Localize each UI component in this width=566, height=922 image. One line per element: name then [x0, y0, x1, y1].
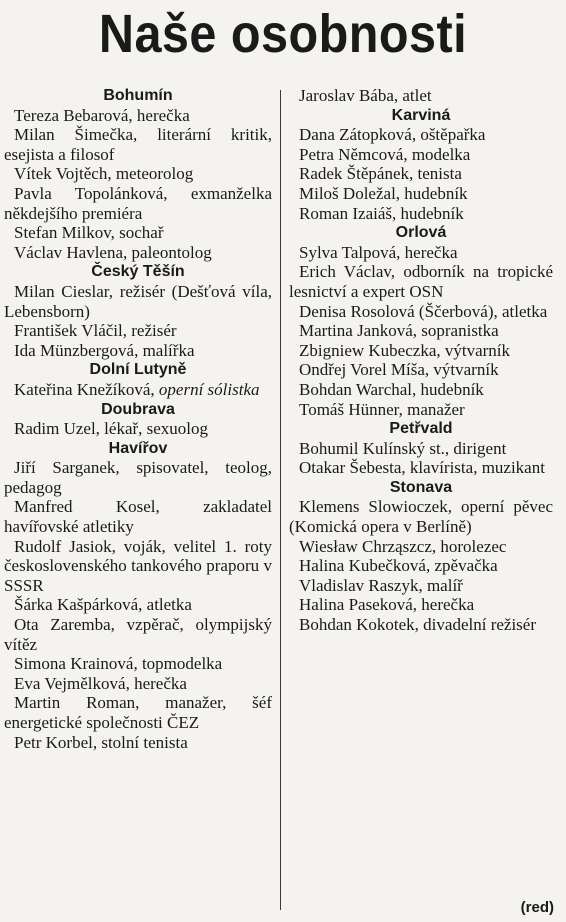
person-entry: Radim Uzel, lékař, sexuolog	[14, 419, 209, 439]
person-entry: Klemens Slowioczek, operní pěvec (Komická opera v Berlíně)	[289, 497, 553, 537]
person-entry: Martin Roman, manažer, šéf energetické společnosti ČEZ	[4, 693, 272, 732]
town-heading: Petřvald	[389, 420, 453, 438]
person-entry: Jaroslav Bába, atlet	[299, 86, 432, 105]
town-heading: Dolní Lutyně	[89, 361, 187, 379]
right-column	[289, 86, 553, 635]
person-entry: Radek Štěpánek, tenista	[299, 164, 462, 184]
column-divider	[280, 90, 281, 910]
person-entry: Wiesław Chrząszcz, horolezec	[299, 536, 507, 556]
person-entry: Simona Krainová, topmodelka	[14, 654, 223, 674]
town-heading: Havířov	[108, 439, 168, 457]
person-entry: Šárka Kašpárková, atletka	[14, 595, 192, 615]
page-title: Naše osobnosti	[98, 4, 468, 64]
person-entry: Halina Kubečková, zpěvačka	[299, 556, 498, 576]
town-heading: Karviná	[391, 106, 451, 124]
person-entry: Halina Paseková, herečka	[299, 595, 475, 615]
person-entry: Manfred Kosel, zakladatel havířovské atletiky	[4, 497, 272, 537]
person-entry: Ota Zaremba, vzpěrač, olympijský vítěz	[4, 615, 272, 654]
town-heading: Doubrava	[101, 400, 175, 418]
person-entry: Sylva Talpová, herečka	[299, 242, 458, 262]
person-entry: Erich Václav, odborník na tropické lesnictví a expert OSN	[289, 262, 553, 301]
person-entry: Stefan Milkov, sochař	[14, 223, 164, 243]
person-entry: Ida Münzbergová, malířka	[14, 340, 195, 360]
person-entry: Ondřej Vorel Míša, výtvarník	[299, 360, 499, 380]
person-entry: Eva Vejmělková, herečka	[14, 673, 187, 693]
person-entry: Bohumil Kulínský st., dirigent	[299, 438, 507, 458]
person-entry: Petr Korbel, stolní tenista	[14, 732, 188, 752]
person-entry: Bohdan Warchal, hudebník	[299, 379, 484, 399]
town-heading: Bohumín	[103, 87, 173, 104]
town-heading: Český Těšín	[91, 263, 185, 281]
person-entry: Bohdan Kokotek, divadelní režisér	[299, 615, 536, 635]
person-entry: Miloš Doležal, hudebník	[299, 183, 468, 203]
person-entry: František Vláčil, režisér	[14, 321, 177, 341]
person-entry: Otakar Šebesta, klavírista, muzikant	[299, 458, 545, 478]
person-entry: Jiří Sarganek, spisovatel, teolog, pedagog	[4, 458, 272, 497]
left-column	[4, 86, 272, 752]
person-entry: Tomáš Hünner, manažer	[299, 399, 465, 419]
person-entry: Tereza Bebarová, herečka	[14, 105, 190, 125]
person-entry: Pavla Topolánková, exmanželka někdejšího premiéra	[4, 183, 272, 223]
town-heading: Stonava	[389, 478, 453, 496]
profession-italic: operní sólistka	[158, 379, 260, 399]
person-entry: Zbigniew Kubeczka, výtvarník	[299, 340, 511, 360]
person-entry: Rudolf Jasiok, voják, velitel 1. roty československého tankového praporu v SSSR	[4, 536, 272, 595]
person-entry: Vladislav Raszyk, malíř	[299, 575, 463, 595]
person-entry: Vítek Vojtěch, meteorolog	[14, 164, 194, 184]
town-heading: Orlová	[395, 224, 447, 242]
person-entry: Milan Cieslar, režisér (Dešťová víla, Lebensborn)	[4, 281, 272, 321]
person-entry: Martina Janková, sopranistka	[299, 321, 499, 341]
person-entry: Václav Havlena, paleontolog	[14, 242, 212, 262]
credit-note: (red)	[520, 899, 554, 916]
person-entry: Petra Němcová, modelka	[299, 144, 471, 164]
person-entry: Kateřina Knežíková, operní sólistka	[14, 379, 260, 399]
person-entry: Milan Šimečka, literární kritik, esejista a filosof	[4, 125, 272, 164]
person-entry: Roman Izaiáš, hudebník	[299, 203, 464, 223]
person-entry: Dana Zátopková, oštěpařka	[299, 125, 486, 145]
person-entry: Denisa Rosolová (Ščerbová), atletka	[299, 301, 548, 321]
